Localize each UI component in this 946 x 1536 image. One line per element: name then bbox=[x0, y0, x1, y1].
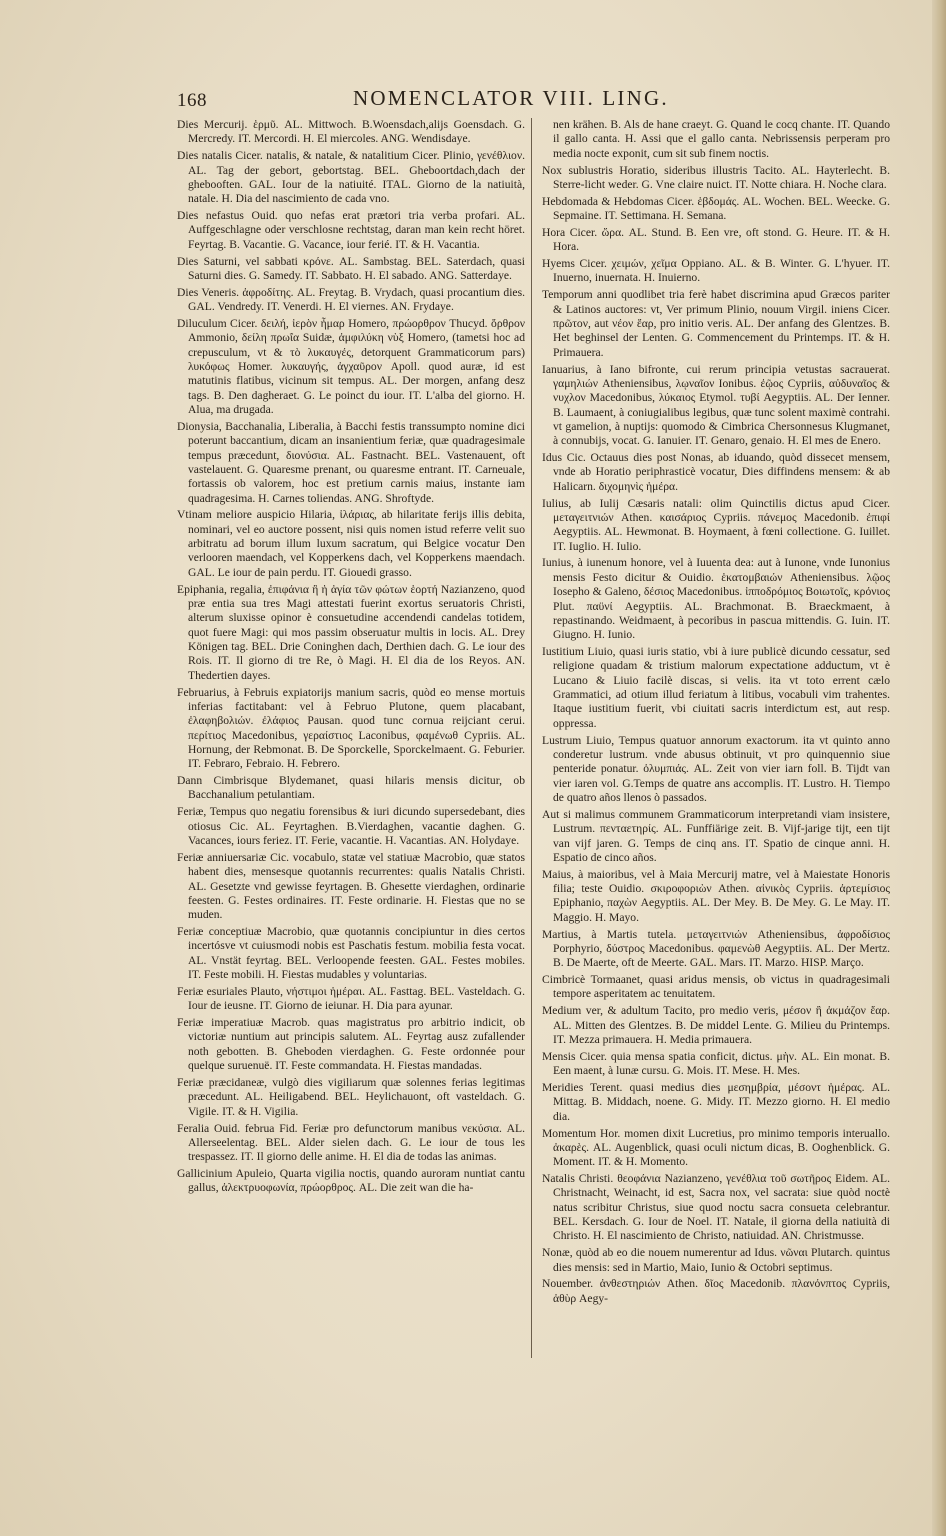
dictionary-entry: Feriæ anniuersariæ Cic. vocabulo, statæ vel statiuæ Macrobio, quæ statos habent dies, mensesque quotannis recurrentes: qualis Natalis Christi. AL. Gesetzte vnd gewisse feyrtagen. B. Ghesette vierdaghen, ordinarie feesten. G. Festes ordinaires. IT. Feste ordinarie. H. Fiestas que no se muden. bbox=[177, 850, 525, 922]
dictionary-entry: Hebdomada & Hebdomas Cicer. ἑβδομάς. AL. Wochen. BEL. Weecke. G. Sepmaine. IT. Settimana. H. Semana. bbox=[542, 194, 890, 223]
dictionary-entry: Momentum Hor. momen dixit Lucretius, pro minimo temporis interuallo. ἀκαρὲς. AL. Augenblick, quasi oculi nictum dicas, B. Ooghenblick. G. Moment. IT. & H. Momento. bbox=[542, 1126, 890, 1169]
right-column bbox=[542, 118, 890, 1309]
dictionary-entry: Natalis Christi. θεοφάνια Nazianzeno, γενέθλια τοῦ σωτῆρος Eidem. AL. Christnacht, Weinacht, id est, Sacra nox, vel sacrata: siue quòd noctè natus scribitur Christus, siue quod noctu sacra consueta celebrantur. BEL. Kersdach. G. Iour de Noel. IT. Natale, il giorna della natiuità di Christo. H. El nascimiento de Christo, natiuidad. AN. Christmusse. bbox=[542, 1172, 890, 1243]
dictionary-entry: Aut si malimus communem Grammaticorum interpretandi viam insistere, Lustrum. πενταετηρίς. AL. Funffiärige zeit. B. Vijf-jarige tijt, een tijt van vijf jaren. G. Temps de cinq ans. IT. Spatio de cinque anni. H. Espatio de cinco años. bbox=[542, 807, 890, 864]
dictionary-entry: Nox sublustris Horatio, sideribus illustris Tacito. AL. Hayterlecht. B. Sterre-licht weder. G. Vne claire nuict. IT. Notte chiara. H. Noche clara. bbox=[542, 163, 890, 191]
dictionary-entry: Feriæ esuriales Plauto, νήστιμοι ἡμέραι. AL. Fasttag. BEL. Vasteldach. G. Iour de ieusne. IT. Giorno de ieiunar. H. Dia para ayunar. bbox=[177, 984, 525, 1013]
dictionary-entry: Dies nefastus Ouid. quo nefas erat prætori tria verba profari. AL. Auffgeschlagne oder verschlosne rechtstag, daran man kein recht höret. Feyrtag. B. Vacantie. G. Vacance, iour ferié. IT. & H. Vacantia. bbox=[177, 209, 525, 251]
running-title: NOMENCLATOR VIII. LING. bbox=[353, 86, 669, 110]
dictionary-entry: Feriæ conceptiuæ Macrobio, quæ quotannis concipiuntur in dies certos incertósve vt cuiusmodi nobis est Paschatis festum. mobilia festa vocat. AL. Vnstät feyrtag. BEL. Verloopende feesten. GAL. Festes mobiles. IT. Feste mobili. H. Fiestas mudables y voluntarias. bbox=[177, 925, 525, 982]
dictionary-entry: Hora Cicer. ὥρα. AL. Stund. B. Een vre, oft stond. G. Heure. IT. & H. Hora. bbox=[542, 225, 890, 254]
dictionary-entry: Cimbricè Tormaanet, quasi aridus mensis, ob victus in quadragesimali tempore asperitatem ac tenuitatem. bbox=[542, 973, 890, 1001]
dictionary-entry: Meridies Terent. quasi medius dies μεσημβρία, μέσοντ ἡμέρας. AL. Mittag. B. Middach, noene. G. Midy. IT. Mezzo giorno. H. El medio dia. bbox=[542, 1081, 890, 1123]
dictionary-entry: Idus Cic. Octauus dies post Nonas, ab iduando, quòd dissecet mensem, vnde ab Horatio periphrasticè vocatur, Dies diffindens mensem: & ab Halicarn. διχομηνὶς ἡμέρα. bbox=[542, 451, 890, 493]
dictionary-entry: Ianuarius, à Iano bifronte, cui rerum principia vetustas sacrauerat. γαμηλιών Atheniensibus, λῳναῖον Ionibus. ἐῷος Cypriis, αὐδυναῖος & νυχλον Macedonibus, λύκαιος Etymol. τυβί Aegyptiis. AL. Der Ienner. B. Laumaent, à coniugialibus legibus, quæ tunc solent maximè contrahi. vt gamelion, à nuptijs: quomodo & Cimbrica Chersonnesus Klugmanet, à connubijs, vocat. G. Ianuier. IT. Genaro, genaio. H. El mes de Enero. bbox=[542, 362, 890, 448]
dictionary-entry: Dies Mercurij. ἑρμῦ. AL. Mittwoch. B.Woensdach,alijs Goensdach. G. Mercredy. IT. Mercordi. H. El miercoles. ANG. Wendisdaye. bbox=[177, 118, 525, 146]
dictionary-entry: Diluculum Cicer. δειλή, ἱερὸν ἦμαρ Homero, πρώορθρον Thucyd. ὄρθρον Ammonio, δείλη πρωΐα Suidæ, ἀμφιλύκη νὺξ Homero, (tametsi hoc ad crepusculum, vt & τὸ λυκαυγές, detorquent Grammaticorum pars) λυκόφως Homer. λυκαυγής, ἀγχαῦρον Apoll. quod auræ, id est matutinis flatibus, vicinum sit tempus. AL. Der morgen, anfang desz tags. B. Den dagheraet. G. Le poinct du iour. IT. L'alba del giorno. H. Alua, ma drugada. bbox=[177, 316, 525, 417]
dictionary-entry: Dann Cimbrisque Blydemanet, quasi hilaris mensis dicitur, ob Bacchanalium petulantiam. bbox=[177, 774, 525, 802]
dictionary-entry: Dies Saturni, vel sabbati κρόνε. AL. Sambstag. BEL. Saterdach, quasi Saturni dies. G. Samedy. IT. Sabbato. H. El sabado. ANG. Satterdaye. bbox=[177, 254, 525, 282]
page-number: 168 bbox=[177, 90, 207, 111]
page-edge bbox=[932, 0, 946, 1536]
dictionary-entry: Hyems Cicer. χειμών, χεῖμα Oppiano. AL. & B. Winter. G. L'hyuer. IT. Inuerno, inuernata. H. Inuierno. bbox=[542, 257, 890, 285]
dictionary-entry: Nouember. ἀνθεστηριών Athen. δῖος Macedonib. πλανόνπτος Cypriis, ἀθὺρ Aegy- bbox=[542, 1277, 890, 1305]
dictionary-entry: Dies Veneris. ἀφροδίτης. AL. Freytag. B. Vrydach, quasi procantium dies. GAL. Vendredy. IT. Venerdi. H. El viernes. AN. Frydaye. bbox=[177, 285, 525, 314]
page-header bbox=[177, 86, 757, 116]
dictionary-entry: Iustitium Liuio, quasi iuris statio, vbi à iure publicè dicundo cessatur, sed religione quadam & tristium malorum expectatione adductum, vt è Lucano & Liuio facilè discas, si velis. ita vt toto errent cælo Grammatici, ad otium illud feriatum à litibus, vocabuli vim trahentes. Itaque iustitium fuerit, vbi ciuitati sacris interdictum est, aut resp. oppressa. bbox=[542, 645, 890, 730]
dictionary-entry: Feriæ, Tempus quo negatiu forensibus & iuri dicundo supersedebant, dies otiosus Cic. AL. Feyrtaghen. B.Vierdaghen, vacantie daghen. G. Vacances, iours feriez. IT. Ferie, vacantie. H. Vacantias. AN. Holydaye. bbox=[177, 805, 525, 847]
dictionary-entry: Feriæ imperatiuæ Macrob. quas magistratus pro arbitrio indicit, ob victoriæ nuntium aut principis salutem. AL. Feyrtag ausz zufallender noth gebotten. B. Gheboden vierdaghen. G. Feste ordonnée pour quelque suruenuë. IT. Feste commandata. H. Fiestas mandadas. bbox=[177, 1016, 525, 1073]
dictionary-entry: Gallicinium Apuleio, Quarta vigilia noctis, quando auroram nuntiat cantu gallus, ἀλεκτρυοφωνία, πρώορθρος. AL. Die zeit wan die ha- bbox=[177, 1167, 525, 1195]
dictionary-entry: Dies natalis Cicer. natalis, & natale, & natalitium Cicer. Plinio, γενέθλιον. AL. Tag der gebort, gebortstag. BEL. Gheboortdach,dach der ghebooften. GAL. Iour de la natiuité. ITAL. Giorno de la natiuità, natale. H. Dia del nascimiento de cada vno. bbox=[177, 149, 525, 206]
dictionary-entry-continued: nen krähen. B. Als de hane craeyt. G. Quand le cocq chante. IT. Quando il gallo canta. H. Assi que el gallo canta. Nebrissensis perperam pro media nocte exponit, cum sit sub finem noctis. bbox=[553, 118, 890, 160]
dictionary-entry: Lustrum Liuio, Tempus quatuor annorum exactorum. ita vt quinto anno conderetur lustrum. vnde abusus obtinuit, vt pro quinquennio siue penteride ponatur. ὀλυμπιάς. AL. Zeit von vier iarn foll. B. Tijdt van vier iaren vol. G.Temps de quatre ans accomplis. IT. Lustro. H. Tiempo de quatro años llenos ò passados. bbox=[542, 733, 890, 804]
dictionary-entry: Maius, à maioribus, vel à Maia Mercurij matre, vel à Maiestate Honoris filia; teste Ouidio. σκιροφοριὼν Athen. αἰνικὸς Cypriis. ἀρτεμίσιος Epiphanio, παχὼν Aegyptiis. AL. Der Mey. B. De Mey. G. Le May. IT. Maggio. H. Mayo. bbox=[542, 867, 890, 924]
dictionary-entry: Februarius, à Februis expiatorijs manium sacris, quòd eo mense mortuis inferias factitabant: vel à Februo Plutone, quem placabant, ἐλαφηβολιών. ἐλάφιος Pausan. quod tunc cornua reijciant cerui. περίτιος Macedonibus, γεραίστιος Laconibus, φαμένωθ Cypriis. AL. Hornung, der Rebmonat. B. De Sporckelle, Sporckelmaent. G. Feburier. IT. Febraro, Febraio. H. Febrero. bbox=[177, 685, 525, 771]
dictionary-entry: Iulius, ab Iulij Cæsaris natali: olim Quinctilis dictus apud Cicer. μεταγειτνιών Athen. καισάριος Cypriis. πάνεμος Macedonib. ἐπιφί Aegyptiis. AL. Hewmonat. B. Hoymaent, à fœni collectione. G. Iuillet. IT. Iuglio. H. Iulio. bbox=[542, 496, 890, 553]
dictionary-entry: Dionysia, Bacchanalia, Liberalia, à Bacchi festis transsumpto nomine dici poterunt baccantium, dicam an insanientium feriæ, quæ quadragesimale tempus præcedunt, διονύσια. AL. Fastnacht. BEL. Vastenauent, oft vastelauent. G. Quaresme prenant, ou quaresme entrant. IT. Carneuale, fortassis ob valorem, hoc est pretium carnis maius, instante iam quadragesima. H. Carnes toliendas. ANG. Shroftyde. bbox=[177, 419, 525, 505]
dictionary-entry: Temporum anni quodlibet tria ferè habet discrimina apud Græcos pariter & Latinos auctores: vt, Ver primum Plinio, nouum Virgil. iniens Cicer. πρῶτον, aut νέον ἔαρ, pro initio veris. AL. Der anfang des Glentzes. B. Het beghinsel der Lenten. G. Commencement du Printemps. IT. & H. Primauera. bbox=[542, 288, 890, 359]
dictionary-entry: Feralia Ouid. februa Fid. Feriæ pro defunctorum manibus νεκύσια. AL. Allerseelentag. BEL. Alder sielen dach. G. Le iour de tous les trespassez. IT. Il giorno delle anime. H. El dia de todas las animas. bbox=[177, 1121, 525, 1164]
dictionary-entry: Martius, à Martis tutela. μεταγειτνιών Atheniensibus, ἀφροδίσιος Porphyrio, δύστρος Macedonibus. φαμενὼθ Aegyptiis. AL. Der Mertz. B. De Maerte, oft de Meerte. GAL. Mars. IT. Marzo. HISP. Março. bbox=[542, 927, 890, 970]
dictionary-entry: Nonæ, quòd ab eo die nouem numerentur ad Idus. νῶναι Plutarch. quintus dies mensis: sed in Martio, Maio, Iunio & Octobri septimus. bbox=[542, 1246, 890, 1274]
dictionary-entry: Medium ver, & adultum Tacito, pro medio veris, μέσον ἢ ἀκμάζον ἔαρ. AL. Mitten des Glentzes. B. De middel Lente. G. Milieu du Printemps. IT. Mezza primauera. H. Media primauera. bbox=[542, 1004, 890, 1046]
dictionary-entry: Iunius, à iunenum honore, vel à Iuuenta dea: aut à Iunone, vnde Iunonius mensis Festo dicitur & Ouidio. ἑκατομβαιών Atheniensibus. λῷος Iosepho & Galeno, δέσιος Macedonibus. ἱπποδρόμιος Βοιωτοῖς, κρόνιος Plut. παϋνί Aegyptiis. AL. Brachmonat. B. Braeckmaent, à repastinando. Weidmaent, à pecoribus in pascua mittendis. G. Iuin. IT. Giugno. H. Iunio. bbox=[542, 556, 890, 642]
dictionary-entry: Feriæ præcidaneæ, vulgò dies vigiliarum quæ solennes ferias legitimas præcedunt. AL. Heiligabend. BEL. Heylichauont, oft vasteldach. G. Vigile. IT. & H. Vigilia. bbox=[177, 1076, 525, 1118]
column-divider bbox=[531, 118, 532, 1358]
dictionary-entry: Mensis Cicer. quia mensa spatia conficit, dictus. μὴν. AL. Ein monat. B. Een maent, à lunæ cursu. G. Mois. IT. Mese. H. Mes. bbox=[542, 1049, 890, 1078]
left-column bbox=[177, 118, 525, 1198]
dictionary-entry: Vtinam meliore auspicio Hilaria, ἱλάριας, ab hilaritate ferijs illis debita, nominari, vel eo auctore possent, nisi quis nomen istud referre velit suo arbitratu ad borum illum luxum sacratum, qui Belgice vocatur Den verlooren maendach, vel Kopperkens dach, vel Kopperkens maendach. GAL. Le iour de pain perdu. IT. Giouedi grasso. bbox=[177, 508, 525, 579]
dictionary-entry: Epiphania, regalia, ἐπιφάνια ἢ ἡ ἁγία τῶν φώτων ἑορτή Nazianzeno, quod præ entia sua tres Magi attestati fuerint exortus seruatoris Christi, alterum sluxisse opinor è consuetudine accendendi candelas totidem, quot fuere Magi: qui mos passim obseruatur multis in locis. AL. Drey Königen tag. BEL. Drie Coninghen dach, Derthien dach. G. Le iour des Rois. IT. Il giorno di tre Re, ò Magi. H. El dia de los Reyos. AN. Thedertien dayes. bbox=[177, 582, 525, 682]
